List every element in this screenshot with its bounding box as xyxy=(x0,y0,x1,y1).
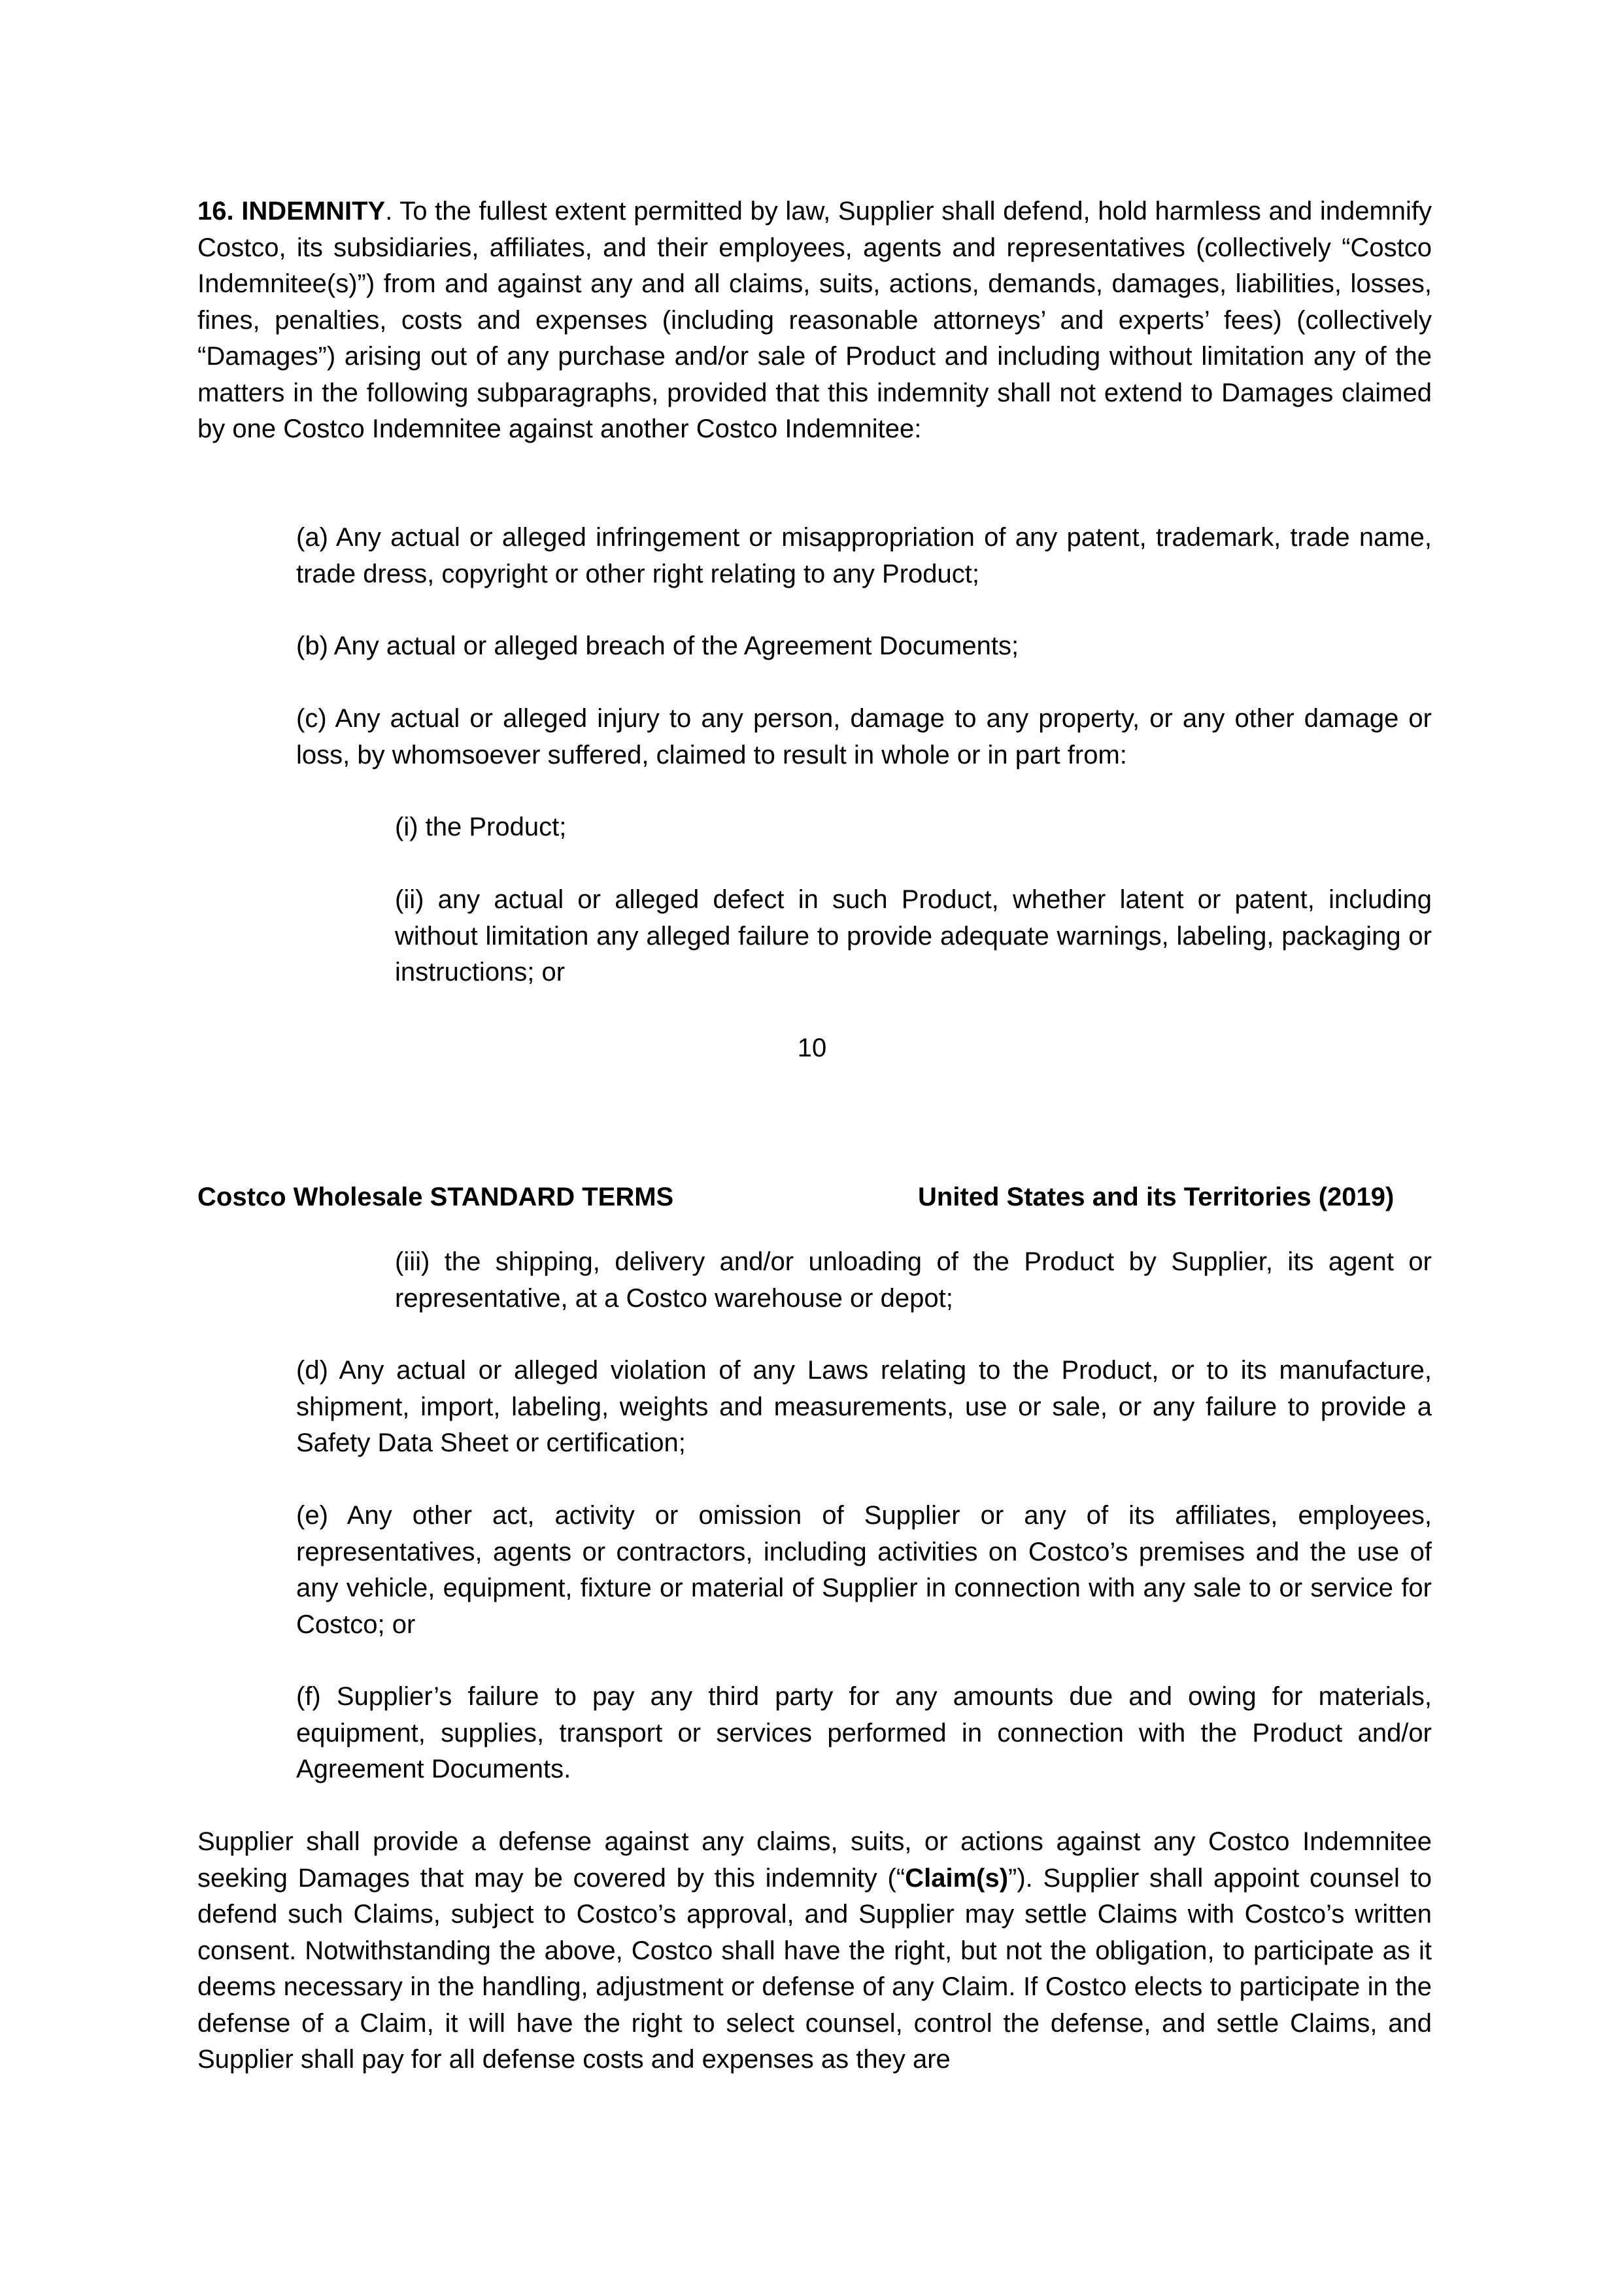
claims-term: Claim(s) xyxy=(905,1863,1009,1893)
running-header-right: United States and its Territories (2019) xyxy=(918,1183,1395,1211)
item-a: (a) Any actual or alleged infringement or misappropriation of any patent, trademark, trade name, trade dress, copyright or other right relating to any Product; xyxy=(296,523,1432,588)
page-number: 10 xyxy=(797,1034,827,1062)
section-16-intro-text: . To the fullest extent permitted by law, Supplier shall defend, hold harmless and indemnify Costco, its subsidiaries, affiliates, and their employees, agents and representatives (collectively “Costco Indemnitee(s)”) from and against any and all claims, suits, actions, demands, damages, liabilities, losses, fines, penalties, costs and expenses (including reasonable attorneys’ and experts’ fees) (collectively “Damages”) arising out of any purchase and/or sale of Product and including without limitation any of the matters in the following subparagraphs, provided that this indemnity shall not extend to Damages claimed by one Costco Indemnitee against another Costco Indemnitee: xyxy=(197,197,1432,443)
item-c-ii: (ii) any actual or alleged defect in such Product, whether latent or patent, including without limitation any alleged failure to provide adequate warnings, labeling, packaging or instructions; or xyxy=(395,885,1432,987)
item-e: (e) Any other act, activity or omission of Supplier or any of its affiliates, employees, representatives, agents or contractors, including activities on Costco’s premises and the use of any vehicle, equipment, fixture or material of Supplier in connection with any sale to or service for Costco; or xyxy=(296,1501,1432,1639)
item-c-iii: (iii) the shipping, delivery and/or unloading of the Product by Supplier, its agent or representative, at a Costco warehouse or depot; xyxy=(395,1247,1432,1313)
defense-paragraph xyxy=(197,1824,1432,2078)
item-c: (c) Any actual or alleged injury to any person, damage to any property, or any other damage or loss, by whomsoever suffered, claimed to result in whole or in part from: xyxy=(296,704,1432,769)
defense-text-end: ”). Supplier shall appoint counsel to defend such Claims, subject to Costco’s approval, and Supplier may settle Claims with Costco’s written consent. Notwithstanding the above, Costco shall have the right, but not the obligation, to participate as it deems necessary in the handling, adjustment or defense of any Claim. If Costco elects to participate in the defense of a Claim, it will have the right to select counsel, control the defense, and settle Claims, and Supplier shall pay for all defense costs and expenses as they are xyxy=(197,1863,1432,2074)
item-f: (f) Supplier’s failure to pay any third party for any amounts due and owing for materials, equipment, supplies, transport or services performed in connection with the Product and/or Agreement Documents. xyxy=(296,1682,1432,1783)
section-16-intro xyxy=(197,194,1432,448)
running-header-left: Costco Wholesale STANDARD TERMS xyxy=(197,1183,674,1211)
item-d: (d) Any actual or alleged violation of any Laws relating to the Product, or to its manufacture, shipment, import, labeling, weights and measurements, use or sale, or any failure to provide a Safety Data Sheet or certification; xyxy=(296,1356,1432,1457)
item-b: (b) Any actual or alleged breach of the Agreement Documents; xyxy=(296,632,1019,660)
item-c-i: (i) the Product; xyxy=(395,813,567,841)
defense-text-start: Supplier shall provide a defense against any claims, suits, or actions against any Costco Indemnitee seeking Damages that may be covered by this indemnity (“ xyxy=(197,1827,1432,1893)
section-16-heading: 16. INDEMNITY xyxy=(197,197,386,226)
